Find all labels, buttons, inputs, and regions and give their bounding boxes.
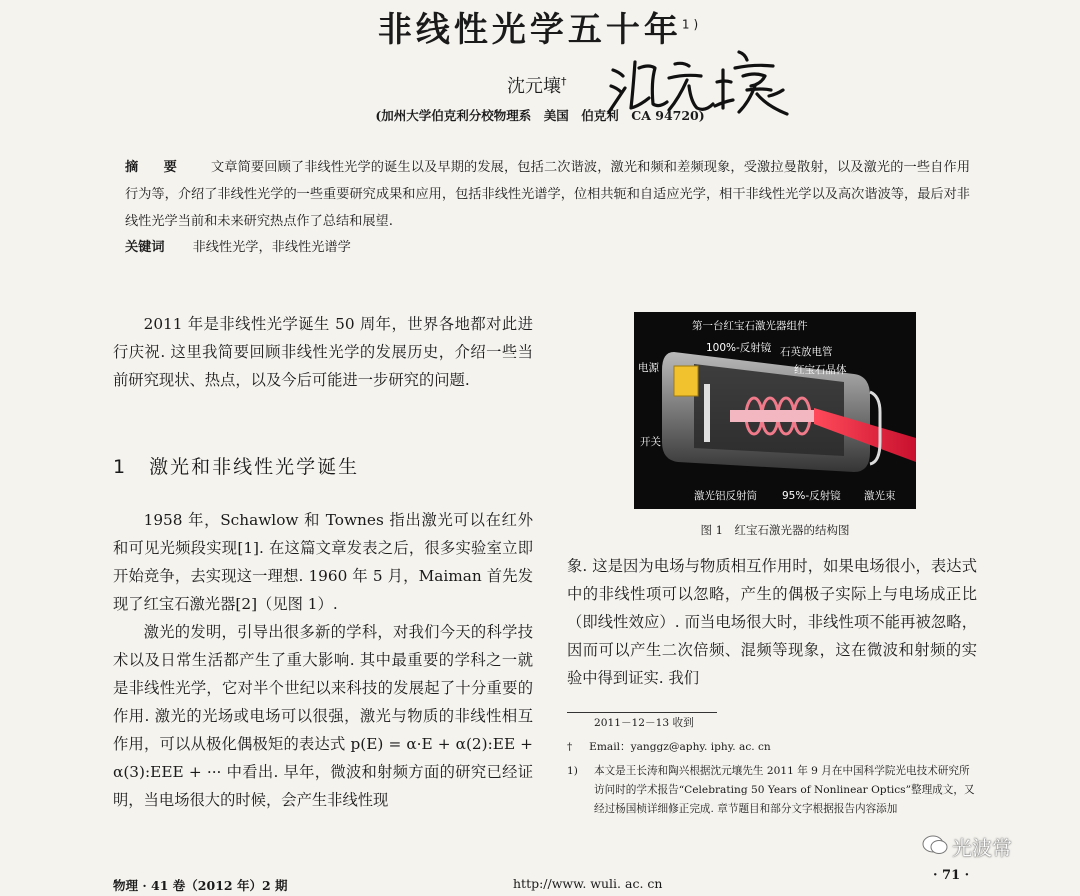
body-paragraph-1: 1958 年，Schawlow 和 Townes 指出激光可以在红外和可见光频段实现[1]. 在这篇文章发表之后，很多实验室立即开始竞争，去实现这一理想. 1960 年 5 月，Maiman 首先发现了红宝石激光器[2]（见图 1）. <box>113 511 533 613</box>
author-text: 沈元壤 <box>507 76 561 97</box>
abstract <box>125 154 970 235</box>
footer-url[interactable]: http://www. wuli. ac. cn <box>513 876 663 891</box>
figure-label-mirror95: 95%-反射镜 <box>782 490 841 502</box>
figure-label-reflector: 激光铝反射筒 <box>694 490 757 502</box>
footnote-note-text: 本文是王长涛和陶兴根据沈元壤先生 2011 年 9 月在中国科学院光电技术研究所访问时的学术报告“Celebrating 50 Years of Nonlinear Optics”整理成文，又经过杨国桢详细修正完成. 章节题目和部分文字根据报告内容添加 <box>594 765 975 815</box>
article-title <box>0 2 1080 51</box>
watermark-text: 光波常 <box>952 836 1012 860</box>
footnote-email-mark: † <box>567 741 573 753</box>
title-footnote-mark: 1) <box>681 17 703 32</box>
figure-label-beam: 激光束 <box>864 490 896 502</box>
footnote-received: 2011－12－13 收到 <box>594 717 694 729</box>
footer-page-number: · 71 · <box>933 868 970 883</box>
footnote-divider <box>567 712 717 713</box>
keywords-label: 关键词 <box>125 240 165 255</box>
body-right-column <box>567 552 977 692</box>
keywords <box>125 236 351 255</box>
author-affiliation: (加州大学伯克利分校物理系 美国 伯克利 CA 94720) <box>375 108 705 123</box>
footnote-note-mark: 1) <box>567 765 578 777</box>
footnote-email-text[interactable]: Email：yanggz@aphy. iphy. ac. cn <box>589 741 771 753</box>
figure-label-switch: 开关 <box>640 436 661 448</box>
author-mark: † <box>561 75 567 88</box>
footnote-email <box>567 738 771 757</box>
author-name <box>507 72 567 98</box>
figure-label-flashtube: 石英放电管 <box>780 346 833 358</box>
title-text: 非线性光学五十年 <box>377 10 682 50</box>
section-title: 激光和非线性光学诞生 <box>149 456 360 478</box>
figure-caption: 图 1 红宝石激光器的结构图 <box>700 523 850 537</box>
keywords-text: 非线性光学，非线性光谱学 <box>192 240 351 255</box>
footer-journal: 物理 · 41 卷（2012 年）2 期 <box>113 878 288 893</box>
body-paragraph-right: 象. 这是因为电场与物质相互作用时，如果电场很小，表达式中的非线性项可以忽略，产生的偶极子实际上与电场成正比（即线性效应）. 而当电场很大时，非线性项不能再被忽略，因而可以产生二次倍频、混频等现象，这在微波和射频的实验中得到证实. 我们 <box>567 557 977 687</box>
body-left-column <box>113 506 533 814</box>
intro-paragraph-block <box>113 310 533 394</box>
footnote-note <box>567 762 977 819</box>
section-heading <box>113 452 359 479</box>
figure-label-crystal: 红宝石晶体 <box>794 364 847 376</box>
abstract-label: 摘 要 <box>125 160 183 175</box>
ruby-laser-illustration <box>634 312 916 509</box>
intro-paragraph: 2011 年是非线性光学诞生 50 周年，世界各地都对此进行庆祝. 这里我简要回顾非线性光学的发展历史，介绍一些当前研究现状、热点，以及今后可能进一步研究的问题. <box>113 315 533 389</box>
figure-label-heading: 第一台红宝石激光器组件 <box>692 320 808 332</box>
figure-ruby-laser <box>634 312 916 509</box>
figure-label-mirror100: 100%-反射镜 <box>706 342 772 354</box>
body-paragraph-2: 激光的发明，引导出很多新的学科，对我们今天的科学技术以及日常生活都产生了重大影响. 其中最重要的学科之一就是非线性光学，它对半个世纪以来科技的发展起了十分重要的作用. 激光的光场或电场可以很强，激光与物质的非线性相互作用，可以从极化偶极矩的表达式 p(E) = α·E + α(2):EE + α(3):EEE + ··· 中看出. 早年，微波和射频方面的研究已经证明，当电场很大的时候，会产生非线性现 <box>113 623 533 809</box>
section-number: 1 <box>113 456 128 478</box>
figure-label-electrode: 电源 <box>638 362 659 374</box>
chat-bubble-icon <box>922 834 948 856</box>
abstract-text: 文章简要回顾了非线性光学的诞生以及早期的发展，包括二次谐波，激光和频和差频现象，受激拉曼散射，以及激光的一些自作用行为等，介绍了非线性光学的一些重要研究成果和应用，包括非线性光谱学，位相共轭和自适应光学，相干非线性光学以及高次谐波等，最后对非线性光学当前和未来研究热点作了总结和展望. <box>125 160 971 229</box>
